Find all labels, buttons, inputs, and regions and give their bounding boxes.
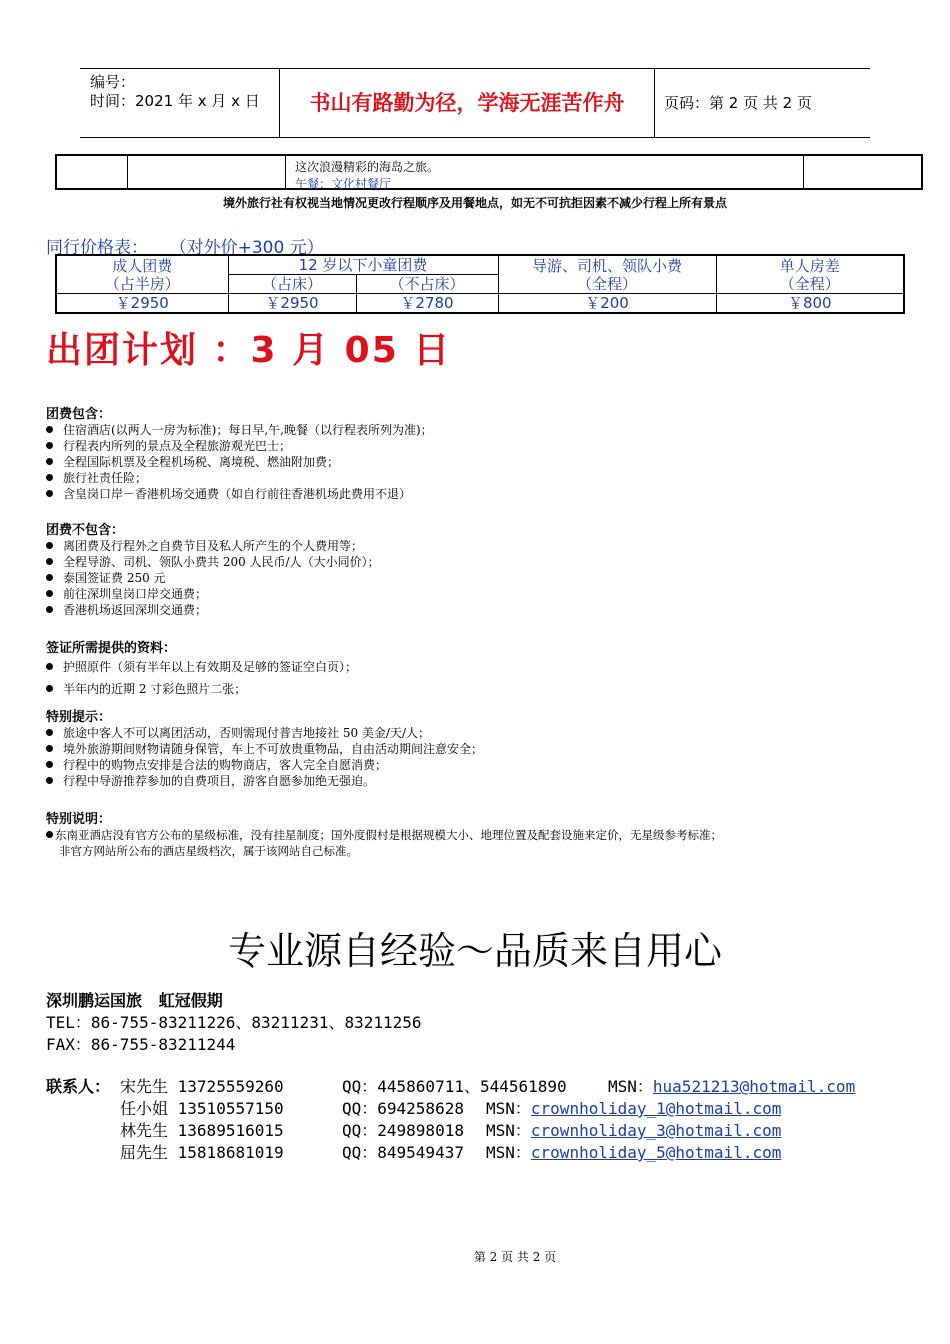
list-item: 境外旅游期间财物请随身保管，车上不可放贵重物品，自由活动期间注意安全； [46, 741, 926, 757]
msn-link[interactable]: hua521213@hotmail.com [652, 1077, 856, 1096]
price-child-nobed: ￥2780 [356, 294, 498, 314]
section-title: 团费包含： [46, 407, 112, 422]
section-title: 团费不包含： [46, 523, 125, 538]
includes-section [46, 403, 926, 502]
contact-row [46, 1120, 926, 1142]
company-info [46, 990, 926, 1056]
contact-msn: MSN：hua521213@hotmail.com [608, 1077, 856, 1096]
contact-qq: QQ：249898018 [342, 1121, 464, 1140]
list-item: 含皇岗口岸－香港机场交通费（如自行前往香港机场此费用不退） [46, 486, 926, 502]
section-title: 特别说明： [46, 812, 112, 827]
bullet-icon [46, 729, 53, 736]
msn-link[interactable]: crownholiday_3@hotmail.com [530, 1121, 782, 1140]
header-child-bed: （占床） [228, 275, 356, 294]
bullet-icon [46, 442, 53, 449]
contact-qq: QQ：694258628 [342, 1099, 464, 1118]
document-time: 时间：2021 年 x 月 x 日 [90, 92, 260, 110]
list-item: 东南亚酒店没有官方公布的星级标准，没有挂星制度；国外度假村是根据规模大小、地理位置及配套设施来定价，无星级参考标准； [46, 827, 936, 843]
header-child: 12 岁以下小童团费 [228, 255, 498, 275]
contact-msn: MSN：crownholiday_1@hotmail.com [486, 1099, 782, 1118]
section-title: 特别提示： [46, 710, 112, 725]
price-table-title: 同行价格表： （对外价+300 元） [46, 238, 324, 258]
header-child-nobed: （不占床） [356, 275, 498, 294]
bullet-icon [46, 590, 53, 597]
header-meta [80, 69, 280, 137]
itinerary-lunch: 午餐：文化村餐厅 [295, 177, 392, 191]
tips-section [46, 706, 926, 789]
price-tips: ￥200 [498, 294, 716, 314]
company-tel: TEL：86-755-83211226、83211231、83211256 [46, 1013, 422, 1032]
list-item: 泰国签证费 250 元 [46, 570, 926, 586]
bullet-icon [46, 458, 53, 465]
document-number: 编号： [90, 73, 136, 91]
visa-section [46, 637, 926, 700]
table-divider [285, 156, 286, 188]
list-item: 旅途中客人不可以离团活动，否则需现付普吉地接社 50 美金/天/人； [46, 725, 926, 741]
company-fax: FAX：86-755-83211244 [46, 1035, 236, 1054]
table-divider [127, 156, 128, 188]
bullet-icon [46, 685, 53, 692]
company-name: 深圳鹏运国旅 虹冠假期 [46, 991, 223, 1010]
slogan: 专业源自经验～品质来自用心 [227, 929, 722, 973]
bullet-icon [46, 558, 53, 565]
contact-row [46, 1076, 926, 1098]
header-adult: 成人团费 （占半房） [56, 255, 228, 294]
list-item: 行程中的购物点安排是合法的购物商店，客人完全自愿消费； [46, 757, 926, 773]
table-row [56, 294, 904, 314]
msn-link[interactable]: crownholiday_5@hotmail.com [530, 1143, 782, 1162]
list-item: 行程表内所列的景点及全程旅游观光巴士； [46, 438, 926, 454]
contact-row [46, 1142, 926, 1164]
list-item: 护照原件（须有半年以上有效期及足够的签证空白页）； [46, 656, 926, 678]
bullet-icon [46, 474, 53, 481]
contact-name: 林先生 13689516015 [120, 1121, 284, 1140]
list-item: 前往深圳皇岗口岸交通费； [46, 586, 926, 602]
list-item: 香港机场返回深圳交通费； [46, 602, 926, 618]
list-item: 住宿酒店(以两人一房为标准)；每日早,午,晚餐（以行程表所列为准)； [46, 422, 926, 438]
bullet-icon [46, 574, 53, 581]
contact-name: 宋先生 13725559260 [120, 1077, 284, 1096]
bullet-icon [46, 761, 53, 768]
section-title: 签证所需提供的资料： [46, 641, 177, 656]
list-item: 全程国际机票及全程机场税、离境税、燃油附加费； [46, 454, 926, 470]
bullet-icon [46, 542, 53, 549]
bullet-icon [46, 663, 53, 670]
table-row [56, 255, 904, 275]
list-item: 离团费及行程外之自费节目及私人所产生的个人费用等； [46, 538, 926, 554]
notes-section [46, 808, 936, 859]
excludes-section [46, 519, 926, 618]
msn-link[interactable]: crownholiday_1@hotmail.com [530, 1099, 782, 1118]
contacts-list [46, 1076, 926, 1164]
contact-name: 任小姐 13510557150 [120, 1099, 284, 1118]
header-page-info: 页码：第 2 页 共 2 页 [664, 94, 812, 112]
bullet-icon [46, 490, 53, 497]
list-item: 全程导游、司机、领队小费共 200 人民币/人（大小同价）； [46, 554, 926, 570]
page-header [80, 68, 870, 138]
header-motto: 书山有路勤为径，学海无涯苦作舟 [280, 69, 655, 137]
list-item: 半年内的近期 2 寸彩色照片二张； [46, 678, 926, 700]
price-child-bed: ￥2950 [228, 294, 356, 314]
contact-qq: QQ：445860711、544561890 [342, 1077, 567, 1096]
list-item: 旅行社责任险； [46, 470, 926, 486]
list-item: 行程中导游推荐参加的自费项目，游客自愿参加绝无强迫。 [46, 773, 926, 789]
bullet-icon [46, 426, 53, 433]
departure-plan: 出团计划 ：3 月 05 日 [46, 330, 452, 371]
table-divider [803, 156, 804, 188]
price-table [55, 254, 905, 314]
bullet-icon [46, 606, 53, 613]
bullet-icon [46, 745, 53, 752]
bullet-icon [46, 831, 53, 838]
contact-msn: MSN：crownholiday_5@hotmail.com [486, 1143, 782, 1162]
price-adult: ￥2950 [56, 294, 228, 314]
itinerary-text: 这次浪漫精彩的海岛之旅。 [295, 160, 440, 174]
contacts-label: 联系人： [46, 1077, 111, 1096]
bullet-icon [46, 777, 53, 784]
header-tips: 导游、司机、领队小费 （全程） [498, 255, 716, 294]
header-single-supplement: 单人房差 （全程） [716, 255, 904, 294]
itinerary-fragment-table [55, 154, 923, 190]
page-footer: 第 2 页 共 2 页 [473, 1250, 557, 1264]
itinerary-notice: 境外旅行社有权视当地情况更改行程顺序及用餐地点，如无不可抗拒因素不减少行程上所有景点 [222, 196, 727, 210]
contact-msn: MSN：crownholiday_3@hotmail.com [486, 1121, 782, 1140]
contact-row [46, 1098, 926, 1120]
list-item: 非官方网站所公布的酒店星级档次，属于该网站自己标准。 [59, 844, 358, 858]
contact-qq: QQ：849549437 [342, 1143, 464, 1162]
price-single: ￥800 [716, 294, 904, 314]
contact-name: 屈先生 15818681019 [120, 1143, 284, 1162]
